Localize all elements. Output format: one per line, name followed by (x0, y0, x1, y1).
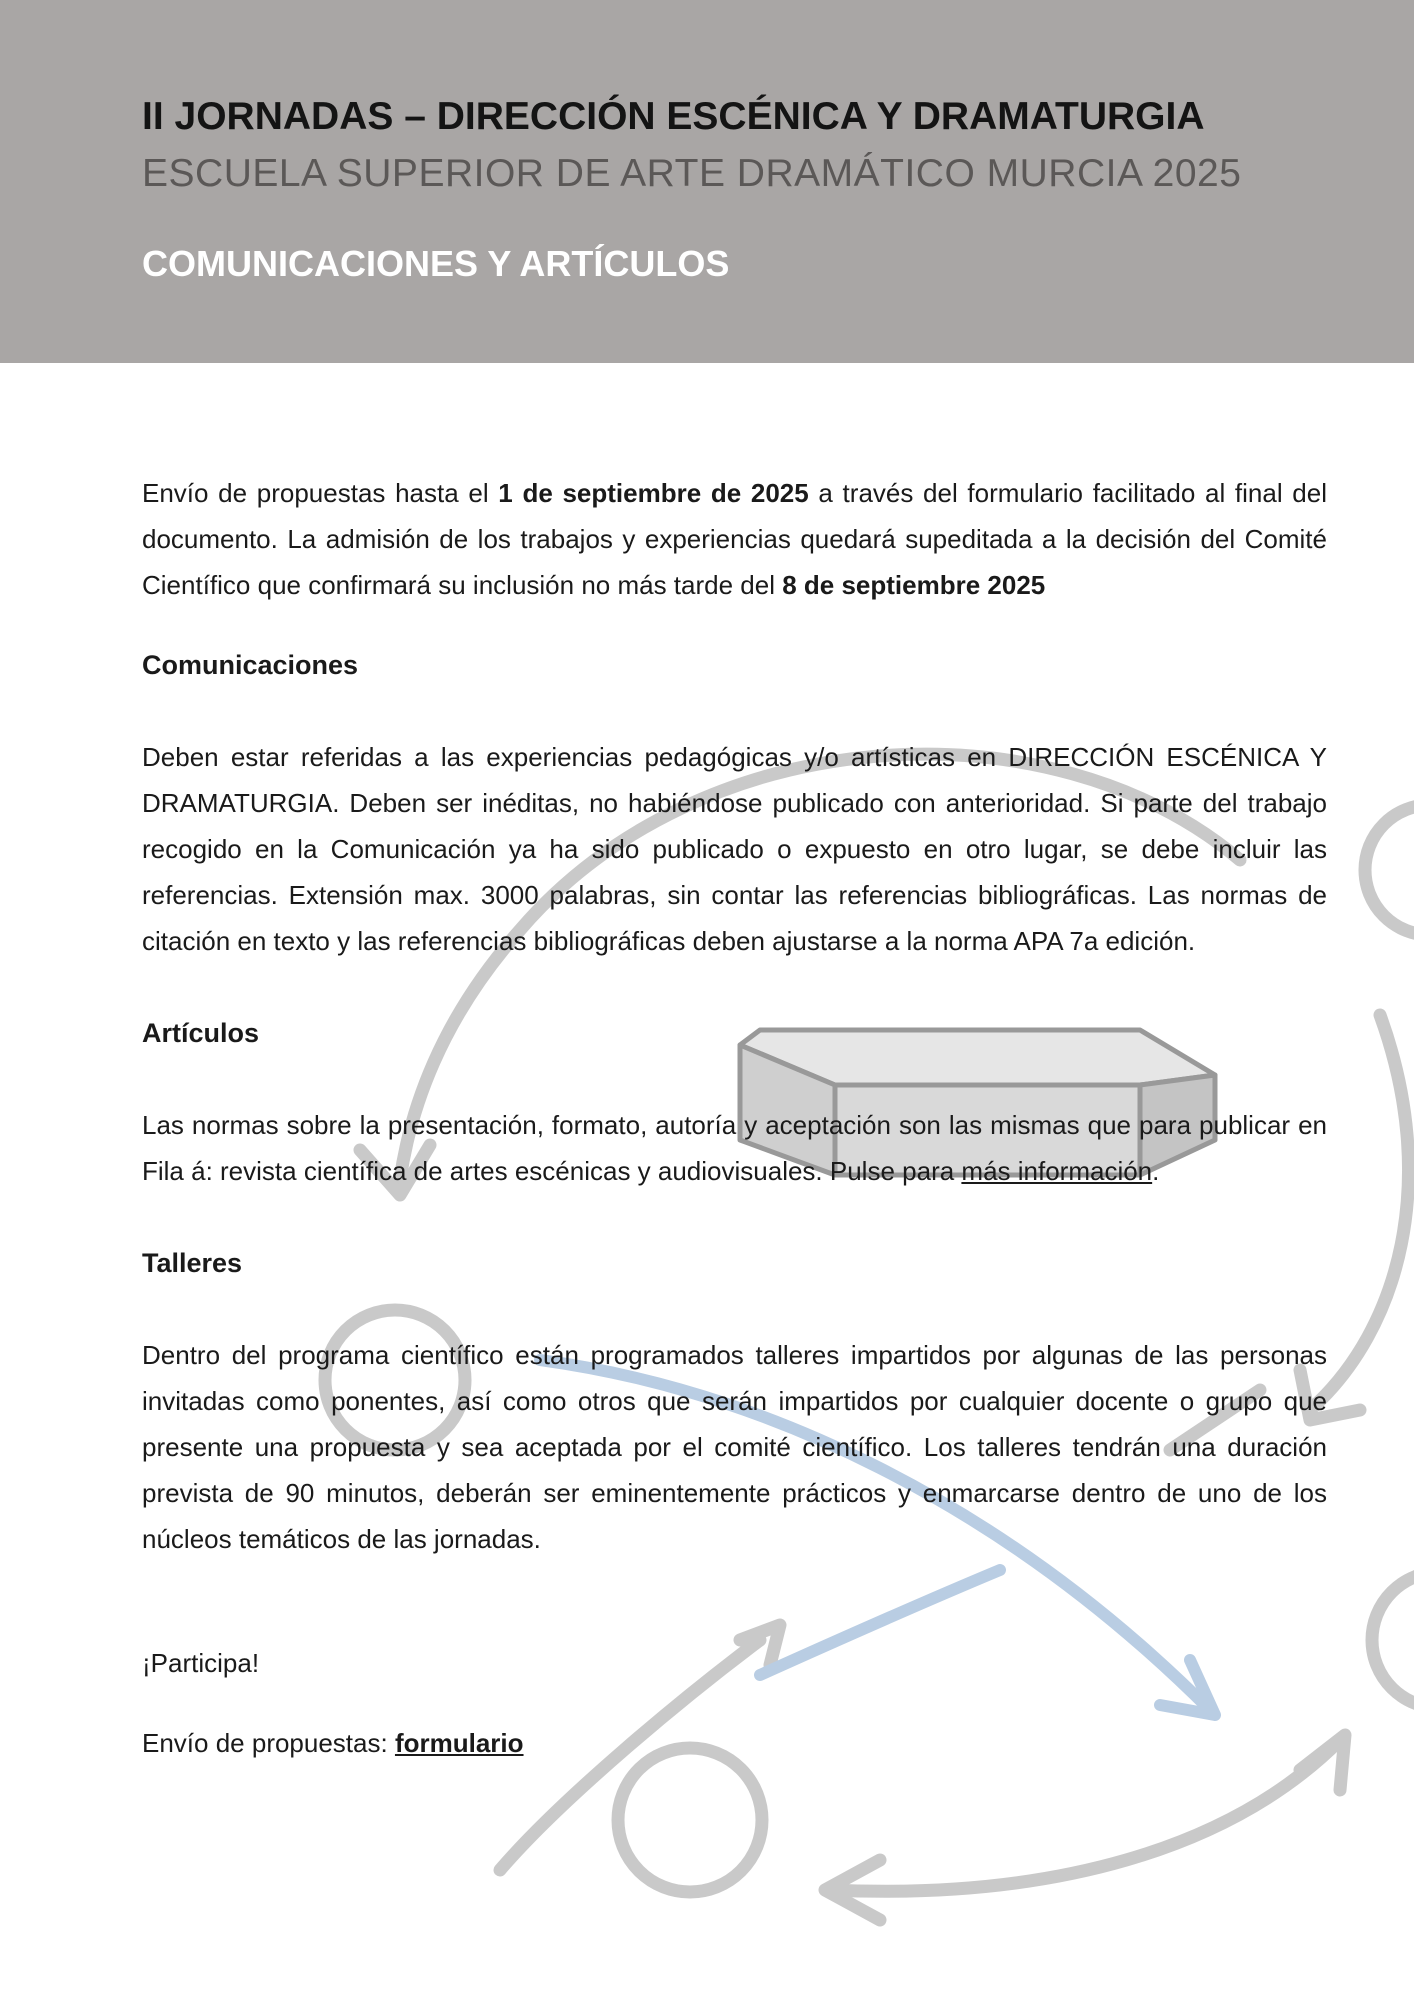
right-mid-circle (1372, 1572, 1414, 1708)
right-top-circle (1365, 805, 1414, 935)
participa-text: ¡Participa! (142, 1648, 260, 1678)
header-band (0, 0, 1414, 363)
heading-articulos: Artículos (142, 1018, 260, 1048)
articulos-text: Las normas sobre la presentación, formato, autoría y aceptación son las mismas que para publicar en Fila á: revista científica de artes escénicas y audiovisuales. Pulse para (142, 1110, 1327, 1186)
main-content (142, 470, 1327, 1766)
spacer (142, 608, 1327, 642)
bottom-left-circle (618, 1748, 762, 1892)
spacer (142, 1286, 1327, 1332)
intro-text-1: Envío de propuestas hasta el (142, 478, 499, 508)
envio-label: Envío de propuestas: (142, 1728, 395, 1758)
talleres-body: Dentro del programa científico están programados talleres impartidos por algunas de las personas invitadas como ponentes, así como otros que serán impartidos por cualquier docente o grupo que presente una propuesta y sea aceptada por el comité científico. Los talleres tendrán una duración prevista de 90 minutos, deberán ser eminentemente prácticos y enmarcarse dentro de uno de los núcleos temáticos de las jornadas. (142, 1340, 1327, 1554)
comunicaciones-body: Deben estar referidas a las experiencias pedagógicas y/o artísticas en DIRECCIÓN ESCÉNICA Y DRAMATURGIA. Deben ser inéditas, no habiéndose publicado con anterioridad. Si parte del trabajo recogido en la Comunicación ya ha sido publicado o expuesto en otro lugar, se debe incluir las referencias. Extensión max. 3000 palabras, sin contar las referencias bibliográficas. Las normas de citación en texto y las referencias bibliográficas deben ajustarse a la norma APA 7a edición. (142, 742, 1327, 956)
spacer (142, 964, 1327, 1010)
confirmation-date: 8 de septiembre 2025 (782, 570, 1046, 600)
deadline-date: 1 de septiembre de 2025 (498, 478, 809, 508)
spacer (142, 1686, 1327, 1720)
event-title: II JORNADAS – DIRECCIÓN ESCÉNICA Y DRAMATURGIA (142, 95, 1205, 138)
intro-paragraph (142, 470, 1327, 608)
spacer (142, 1562, 1327, 1640)
heading-talleres: Talleres (142, 1248, 243, 1278)
spacer (142, 688, 1327, 734)
section-title: COMUNICACIONES Y ARTÍCULOS (142, 243, 730, 284)
event-subtitle: ESCUELA SUPERIOR DE ARTE DRAMÁTICO MURCIA 2025 (142, 152, 1242, 195)
articulos-end: . (1152, 1156, 1160, 1186)
articulos-body (142, 1102, 1327, 1194)
intro-text-2: a través del formulario facilitado al final del documento. La admisión de los trabajos y experiencias quedará supeditada a la decisión del Comité Científico que confirmará su inclusión no más tarde del (142, 478, 1327, 600)
spacer (142, 1194, 1327, 1240)
envio-line (142, 1720, 1327, 1766)
mas-informacion-link[interactable]: más información (961, 1156, 1153, 1186)
heading-comunicaciones: Comunicaciones (142, 650, 359, 680)
formulario-link[interactable]: formulario (394, 1728, 524, 1758)
spacer (142, 1056, 1327, 1102)
